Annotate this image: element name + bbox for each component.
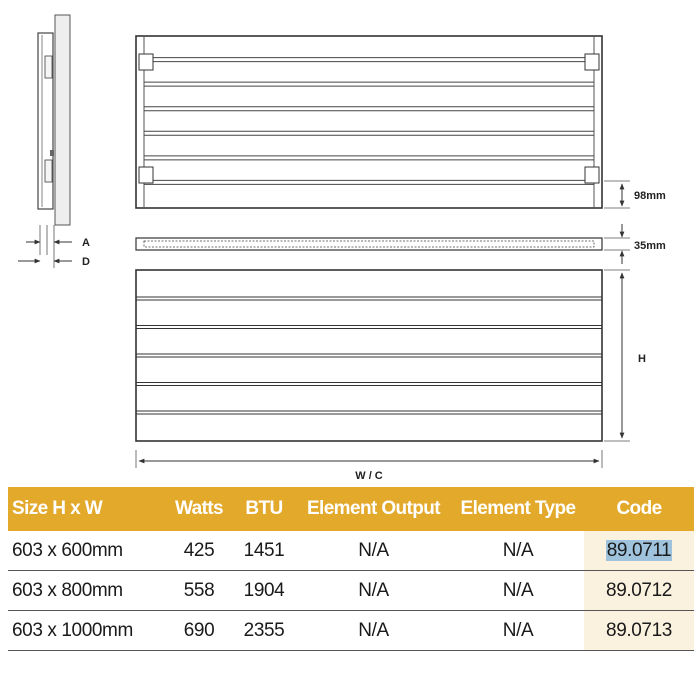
table-row	[8, 571, 694, 611]
cell-code[interactable]: 89.0713	[584, 611, 694, 651]
bracket-bottom-left	[139, 167, 153, 183]
side-bracket-bottom	[45, 160, 52, 182]
selected-code-text[interactable]: 89.0711	[606, 539, 672, 561]
header-size: Size H x W	[8, 487, 165, 531]
cell-element-type: N/A	[452, 531, 584, 571]
cell-element-output: N/A	[295, 571, 452, 611]
height-label: H	[638, 353, 646, 365]
header-element-output: Element Output	[295, 487, 452, 531]
width-label: W / C	[355, 470, 383, 480]
front-frame	[136, 270, 602, 441]
cell-btu: 2355	[233, 611, 295, 651]
cell-code[interactable]: 89.0712	[584, 571, 694, 611]
cell-element-output: N/A	[295, 531, 452, 571]
header-watts: Watts	[165, 487, 233, 531]
depth-a-label: A	[82, 237, 90, 249]
cell-size: 603 x 800mm	[8, 571, 165, 611]
top-gap-label: 35mm	[634, 240, 666, 252]
cell-element-output: N/A	[295, 611, 452, 651]
cell-watts: 425	[165, 531, 233, 571]
spec-table	[8, 487, 694, 651]
side-bracket-top	[45, 56, 52, 78]
front-view	[136, 270, 646, 480]
spacing-label: 98mm	[634, 190, 666, 202]
bracket-top-right	[585, 54, 599, 70]
depth-d-label: D	[82, 256, 90, 268]
cell-watts: 690	[165, 611, 233, 651]
bracket-bottom-right	[585, 167, 599, 183]
bracket-top-left	[139, 54, 153, 70]
table-row	[8, 611, 694, 651]
cell-element-type: N/A	[452, 611, 584, 651]
cell-btu: 1451	[233, 531, 295, 571]
spec-table-header-row	[8, 487, 694, 531]
cell-code[interactable]	[584, 531, 694, 571]
rear-view	[136, 36, 602, 208]
header-code: Code	[584, 487, 694, 531]
top-view	[136, 224, 666, 264]
cell-watts: 558	[165, 571, 233, 611]
side-profile-view	[18, 15, 90, 268]
cell-btu: 1904	[233, 571, 295, 611]
header-element-type: Element Type	[452, 487, 584, 531]
spacing-dimension	[604, 181, 666, 208]
side-wall-panel	[55, 15, 70, 225]
cell-element-type: N/A	[452, 571, 584, 611]
header-btu: BTU	[233, 487, 295, 531]
table-row	[8, 531, 694, 571]
cell-size: 603 x 600mm	[8, 531, 165, 571]
cell-size: 603 x 1000mm	[8, 611, 165, 651]
